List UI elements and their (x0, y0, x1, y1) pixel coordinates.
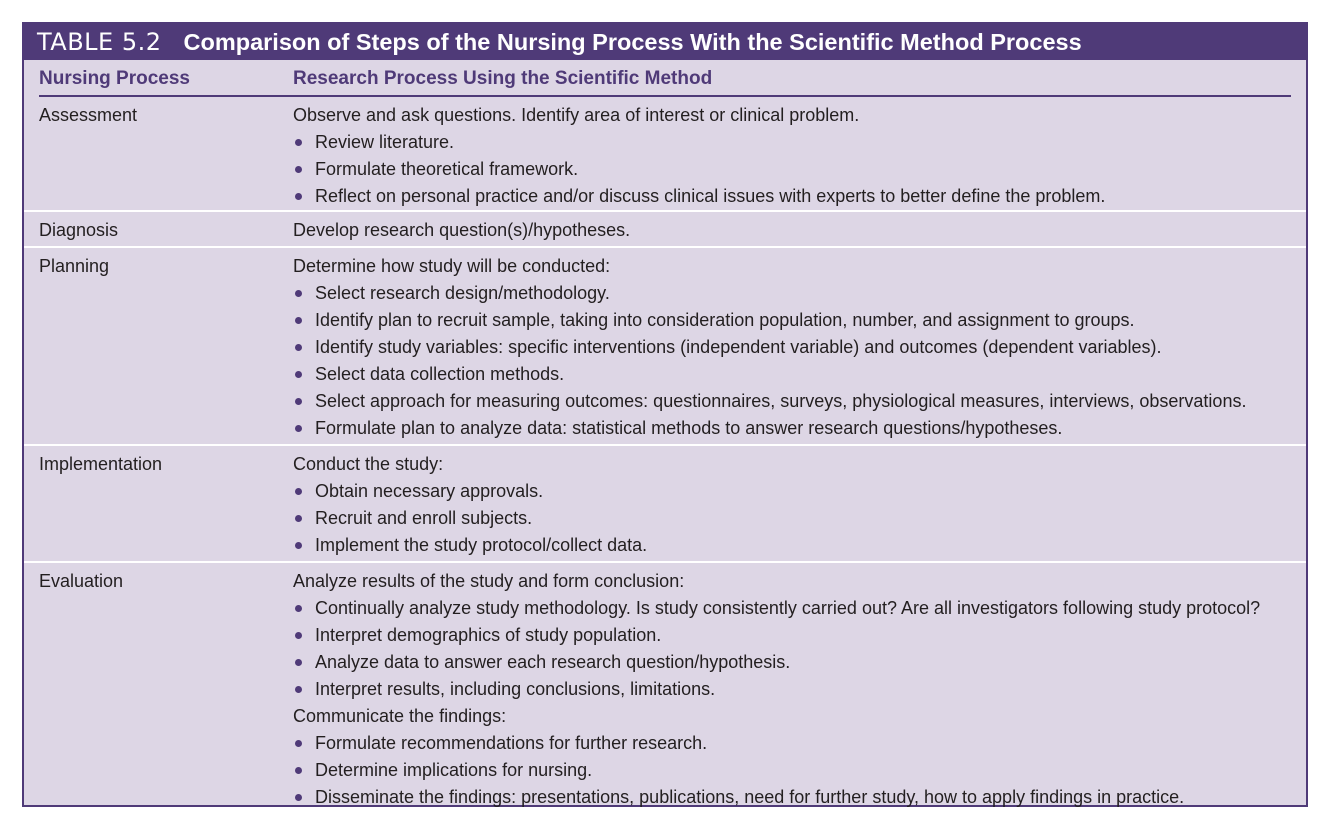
list-item: Recruit and enroll subjects. (293, 505, 1306, 532)
intro-text-secondary: Communicate the findings: (293, 706, 507, 726)
intro-text: Conduct the study: (293, 454, 444, 474)
step-cell: Diagnosis (39, 220, 119, 240)
column-header-row (24, 60, 1306, 97)
list-item: Implement the study protocol/collect data. (293, 532, 1306, 559)
list-item: Formulate plan to analyze data: statistical methods to answer research questions/hypotheses. (293, 415, 1306, 442)
bullet-icon (295, 515, 302, 522)
bullet-icon (295, 398, 302, 405)
research-cell (293, 102, 1306, 210)
research-cell (293, 217, 1306, 244)
bullet-icon (295, 767, 302, 774)
list-item: Determine implications for nursing. (293, 757, 1306, 784)
list-item: Review literature. (293, 129, 1306, 156)
list-item: Identify study variables: specific interventions (independent variable) and outcomes (dependent variables). (293, 334, 1306, 361)
table-row-implementation (24, 444, 1306, 561)
bullet-icon (295, 317, 302, 324)
intro-text: Determine how study will be conducted: (293, 256, 611, 276)
list-item: Interpret results, including conclusions, limitations. (293, 676, 1306, 703)
bullet-icon (295, 605, 302, 612)
bullet-icon (295, 659, 302, 666)
bullet-icon (295, 686, 302, 693)
bullet-icon (295, 740, 302, 747)
comparison-table (22, 22, 1308, 807)
bullet-icon (295, 139, 302, 146)
list-item: Formulate theoretical framework. (293, 156, 1306, 183)
bullet-icon (295, 344, 302, 351)
list-item: Analyze data to answer each research question/hypothesis. (293, 649, 1306, 676)
list-item: Obtain necessary approvals. (293, 478, 1306, 505)
bullet-icon (295, 794, 302, 801)
table-row-assessment (24, 97, 1306, 210)
list-item: Disseminate the findings: presentations, publications, need for further study, how to apply findings in practice. (293, 784, 1306, 811)
step-cell: Implementation (39, 454, 163, 474)
research-cell (293, 568, 1306, 811)
research-cell (293, 451, 1306, 559)
list-item: Reflect on personal practice and/or discuss clinical issues with experts to better define the problem. (293, 183, 1306, 210)
list-item: Select approach for measuring outcomes: questionnaires, surveys, physiological measures, interviews, observations. (293, 388, 1306, 415)
bullet-icon (295, 632, 302, 639)
list-item: Continually analyze study methodology. Is study consistently carried out? Are all investigators following study protocol? (293, 595, 1306, 622)
bullet-icon (295, 193, 302, 200)
step-cell: Assessment (39, 105, 138, 125)
list-item: Interpret demographics of study population. (293, 622, 1306, 649)
table-title-bar (24, 24, 1306, 60)
bullet-icon (295, 371, 302, 378)
list-item: Select research design/methodology. (293, 280, 1306, 307)
intro-text: Develop research question(s)/hypotheses. (293, 220, 631, 240)
list-item: Identify plan to recruit sample, taking into consideration population, number, and assignment to groups. (293, 307, 1306, 334)
table-row-planning (24, 246, 1306, 444)
column-header-research: Research Process Using the Scientific Method (293, 68, 713, 89)
step-cell: Planning (39, 256, 110, 276)
step-cell: Evaluation (39, 571, 124, 591)
bullet-icon (295, 542, 302, 549)
table-label: TABLE 5.2 (37, 28, 162, 56)
bullet-icon (295, 425, 302, 432)
list-item: Select data collection methods. (293, 361, 1306, 388)
header-divider (39, 95, 1291, 97)
bullet-icon (295, 166, 302, 173)
bullet-icon (295, 488, 302, 495)
column-header-nursing: Nursing Process (39, 68, 190, 89)
table-row-evaluation (24, 561, 1306, 811)
list-item: Formulate recommendations for further research. (293, 730, 1306, 757)
table-row-diagnosis (24, 210, 1306, 246)
bullet-icon (295, 290, 302, 297)
research-cell (293, 253, 1306, 442)
intro-text: Analyze results of the study and form conclusion: (293, 571, 685, 591)
table-title: Comparison of Steps of the Nursing Process With the Scientific Method Process (183, 28, 1082, 55)
intro-text: Observe and ask questions. Identify area of interest or clinical problem. (293, 105, 860, 125)
